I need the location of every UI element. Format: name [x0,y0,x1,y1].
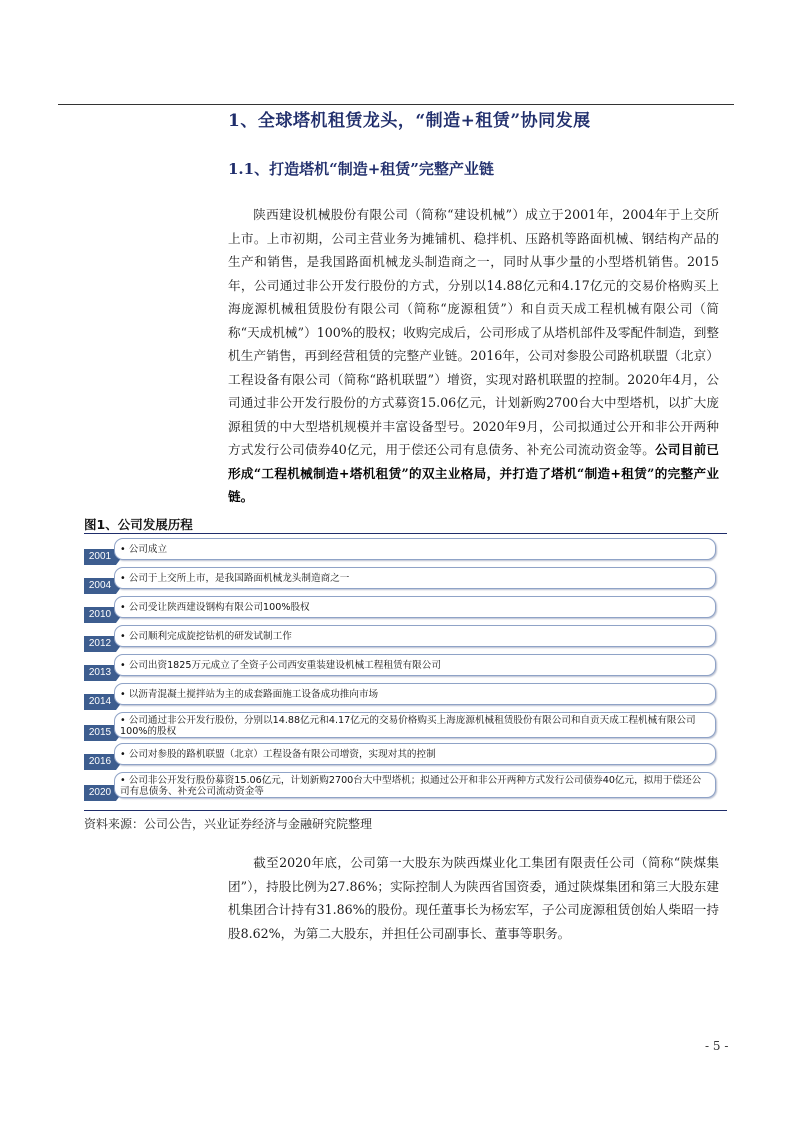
subsection-heading: 1.1、打造塔机“制造+租赁”完整产业链 [228,160,494,178]
timeline-row [84,565,724,594]
timeline-event: • 公司于上交所上市，是我国路面机械龙头制造商之一 [114,567,716,589]
figure-top-rule [84,533,727,534]
figure-source: 资料来源：公司公告，兴业证券经济与金融研究院整理 [84,817,373,831]
timeline-row [84,681,724,710]
page-number: - 5 - [705,1039,729,1053]
timeline-year: 2012 [84,636,116,652]
header-rule [58,104,734,105]
timeline-row [84,594,724,623]
timeline-year: 2014 [84,694,116,710]
timeline-event: • 公司成立 [114,538,716,560]
timeline-event: • 公司受让陕西建设钢构有限公司100%股权 [114,596,716,618]
timeline-year: 2004 [84,578,116,594]
timeline-row [84,741,724,770]
timeline-row [84,623,724,652]
timeline-year: 2001 [84,549,116,565]
timeline-row [84,770,724,801]
intro-bold-conclusion: 公司目前已形成“工程机械制造+塔机租赁”的双主业格局，并打造了塔机“制造+租赁”的完整产业链。 [228,442,720,504]
timeline-year: 2020 [84,785,116,801]
figure-title: 图1、公司发展历程 [84,517,193,532]
timeline-event: • 公司非公开发行股份募资15.06亿元，计划新购2700台大中型塔机；拟通过公开和非公开两种方式发行公司债券40亿元，拟用于偿还公司有息债务、补充公司流动资金等 [114,772,716,798]
development-timeline [84,536,724,801]
timeline-year: 2015 [84,725,116,741]
shareholder-paragraph: 截至2020年底，公司第一大股东为陕西煤业化工集团有限责任公司（简称“陕煤集团”），持股比例为27.86%；实际控制人为陕西省国资委，通过陕煤集团和第三大股东建机集团合计持有31.86%的股份。现任董事长为杨宏军，子公司庞源租赁创始人柴昭一持股8.62%，为第二大股东，并担任公司副事长、董事等职务。 [228,855,719,941]
timeline-year: 2013 [84,665,116,681]
timeline-year: 2010 [84,607,116,623]
intro-text: 陕西建设机械股份有限公司（简称“建设机械”）成立于2001年，2004年于上交所上市。上市初期，公司主营业务为摊铺机、稳拌机、压路机等路面机械、钢结构产品的生产和销售，是我国路面机械龙头制造商之一，同时从事少量的小型塔机销售。2015年，公司通过非公开发行股份的方式，分别以14.88亿元和4.17亿元的交易价格购买上海庞源机械租赁股份有限公司（简称“庞源租赁”）和自贡天成工程机械有限公司（简称“天成机械”）100%的股权；收购完成后，公司形成了从塔机部件及零配件制造，到整机生产销售，再到经营租赁的完整产业链。2016年，公司对参股公司路机联盟（北京）工程设备有限公司（简称“路机联盟”）增资，实现对路机联盟的控制。2020年4月，公司通过非公开发行股份的方式募资15.06亿元，计划新购2700台大中型塔机，以扩大庞源租赁的中大型塔机规模并丰富设备型号。2020年9月，公司拟通过公开和非公开两种方式发行公司债券40亿元，用于偿还公司有息债务、补充公司流动资金等。 [228,207,719,457]
timeline-row [84,536,724,565]
timeline-event: • 公司通过非公开发行股份，分别以14.88亿元和4.17亿元的交易价格购买上海庞源机械租赁股份有限公司和自贡天成工程机械有限公司100%的股权 [114,712,716,738]
figure-bottom-rule [84,810,727,811]
timeline-row [84,652,724,681]
timeline-row [84,710,724,741]
timeline-year: 2016 [84,754,116,770]
timeline-event: • 以沥青混凝土搅拌站为主的成套路面施工设备成功推向市场 [114,683,716,705]
timeline-event: • 公司出资1825万元成立了全资子公司西安重装建设机械工程租赁有限公司 [114,654,716,676]
timeline-event: • 公司顺利完成旋挖钻机的研发试制工作 [114,625,716,647]
timeline-event: • 公司对参股的路机联盟（北京）工程设备有限公司增资，实现对其的控制 [114,743,716,765]
intro-paragraph [228,203,719,509]
section-heading: 1、全球塔机租赁龙头，“制造+租赁”协同发展 [228,111,591,131]
